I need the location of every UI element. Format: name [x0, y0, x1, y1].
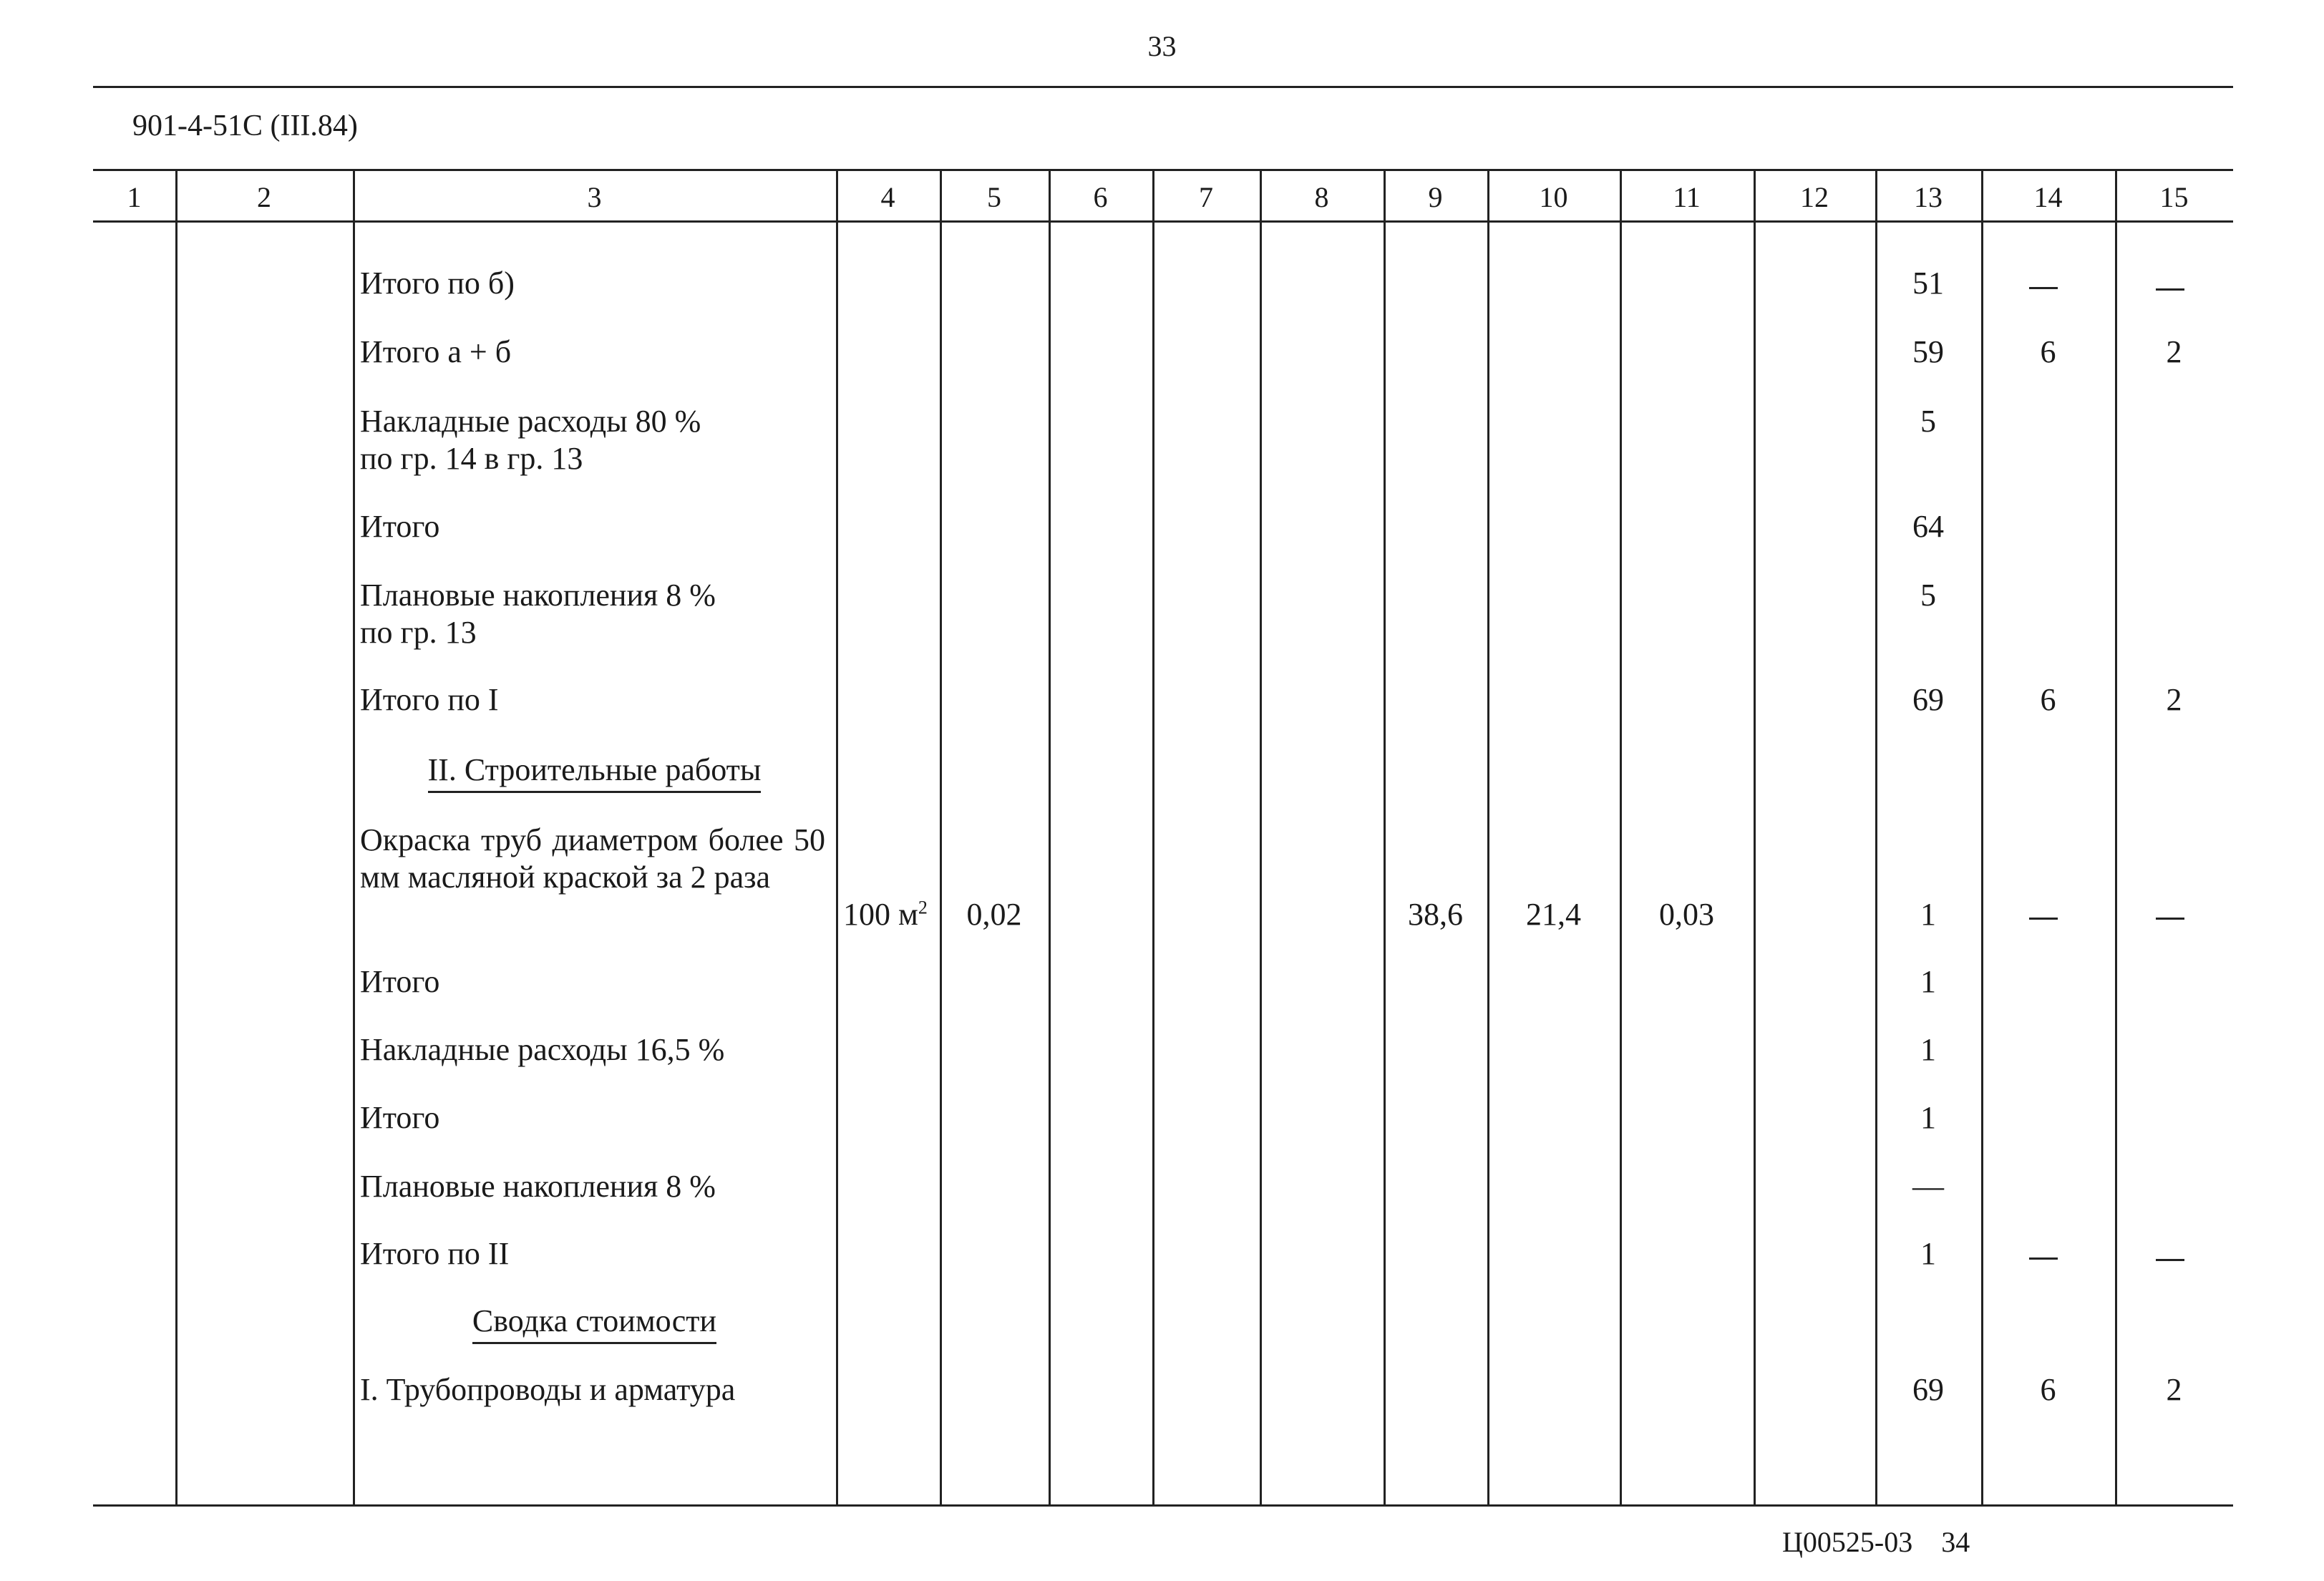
column-header: 15: [2159, 181, 2189, 213]
column-divider: [1260, 169, 1262, 1504]
cell-col13: 1: [1920, 1032, 1936, 1067]
column-header: 9: [1428, 181, 1443, 213]
column-header: 10: [1539, 181, 1568, 213]
cell-col13: 51: [1912, 266, 1944, 301]
cell-col13: 69: [1912, 682, 1944, 717]
column-header: 5: [987, 181, 1001, 213]
column-divider: [1754, 169, 1756, 1504]
cell-col13: 5: [1920, 404, 1936, 439]
column-header: 7: [1199, 181, 1213, 213]
document-code: 901-4-51С (III.84): [132, 110, 358, 142]
cell-col13: 1: [1920, 1236, 1936, 1271]
column-divider: [836, 169, 838, 1504]
cell-col13: 1: [1920, 964, 1936, 999]
cell-col15: 2: [2166, 682, 2182, 717]
dash-col14: [2029, 918, 2058, 920]
footer-code: Ц00525-03: [1782, 1526, 1913, 1558]
column-header: 8: [1314, 181, 1329, 213]
dash-col15: [2156, 1259, 2184, 1261]
cell-col5: 0,02: [966, 897, 1022, 932]
section-heading: [353, 751, 836, 793]
unit-superscript: 2: [918, 897, 928, 918]
row-label: Накладные расходы 16,5 %: [360, 1032, 725, 1067]
section-heading-text: Сводка стоимости: [472, 1303, 716, 1344]
row-label: Итого по б): [360, 266, 515, 301]
cell-col13: 59: [1912, 334, 1944, 369]
cell-col13: 1: [1920, 1100, 1936, 1135]
section-heading: [353, 1303, 836, 1344]
row-label: Итого: [360, 964, 440, 999]
row-label: Итого: [360, 1100, 440, 1135]
column-divider: [1384, 169, 1386, 1504]
column-divider: [940, 169, 942, 1504]
dash-col14: [2029, 1257, 2058, 1260]
column-header: 4: [880, 181, 895, 213]
top-rule: [93, 86, 2233, 88]
row-label: Накладные расходы 80 %: [360, 404, 701, 439]
row-label: Плановые накопления 8 %: [360, 1169, 716, 1204]
dash-col15: [2156, 918, 2184, 920]
footer-page-number: 34: [1941, 1526, 1970, 1558]
column-divider: [1049, 169, 1051, 1504]
cell-col13: 1: [1920, 897, 1936, 932]
row-label-continuation: по гр. 13: [360, 615, 477, 650]
cell-col10: 21,4: [1526, 897, 1581, 932]
cell-col14: 6: [2040, 682, 2056, 717]
row-label: Плановые накопления 8 %: [360, 578, 716, 613]
column-header: 3: [587, 181, 602, 213]
column-header: 2: [257, 181, 271, 213]
column-header: 1: [127, 181, 142, 213]
dash-col14: [2029, 287, 2058, 289]
row-label: I. Трубопроводы и арматура: [360, 1372, 736, 1407]
column-header: 11: [1673, 181, 1701, 213]
table-bottom-border: [93, 1504, 2233, 1507]
dash-col15: [2156, 288, 2184, 291]
column-header: 6: [1093, 181, 1108, 213]
column-divider: [1152, 169, 1154, 1504]
cell-col9: 38,6: [1408, 897, 1463, 932]
cell-unit: [843, 896, 928, 933]
column-divider: [1487, 169, 1489, 1504]
row-label-multiline: Окраска труб диаметром более 50 мм масляной краской за 2 раза: [360, 822, 825, 895]
cell-col11: 0,03: [1659, 897, 1714, 932]
section-heading-text: II. Строительные работы: [428, 751, 762, 793]
cell-col13: —: [1912, 1169, 1944, 1204]
cell-col14: 6: [2040, 334, 2056, 369]
row-label: Итого а + б: [360, 334, 512, 369]
column-header: 13: [1914, 181, 1943, 213]
row-label: Итого по II: [360, 1236, 510, 1271]
cell-col15: 2: [2166, 1372, 2182, 1407]
row-label: Итого: [360, 509, 440, 544]
page-number: 33: [1147, 30, 1177, 62]
document-footer: [1782, 1524, 1970, 1560]
unit-text: 100 м: [843, 897, 918, 932]
column-divider: [175, 169, 178, 1504]
cell-col14: 6: [2040, 1372, 2056, 1407]
column-header: 14: [2033, 181, 2063, 213]
row-label-continuation: по гр. 14 в гр. 13: [360, 441, 583, 476]
cell-col13: 5: [1920, 578, 1936, 613]
cell-col13: 64: [1912, 509, 1944, 544]
column-divider: [1620, 169, 1622, 1504]
column-header: 12: [1800, 181, 1829, 213]
cell-col15: 2: [2166, 334, 2182, 369]
cell-col13: 69: [1912, 1372, 1944, 1407]
row-label: Итого по I: [360, 682, 499, 717]
